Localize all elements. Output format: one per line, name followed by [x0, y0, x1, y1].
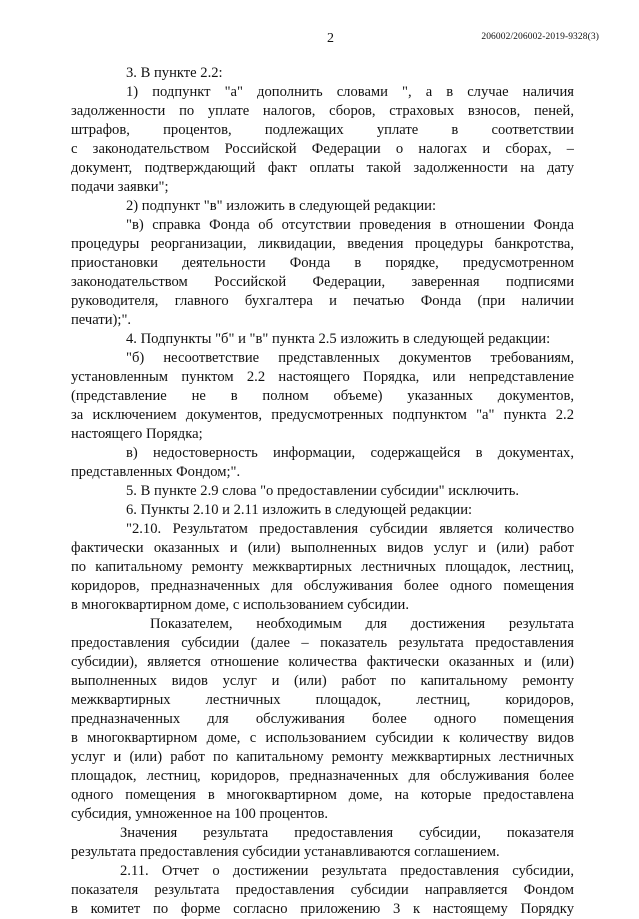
- text-line: приостановки деятельности Фонда в порядке, предусмотренном: [71, 255, 574, 271]
- text-line: выполненных видов услуг и (или) работ по капитальному ремонту: [71, 673, 574, 689]
- text-line: фактически оказанных и (или) выполненных видов услуг и (или) работ: [71, 540, 574, 556]
- text-line: (представление не в полном объеме) указанных документов,: [71, 388, 574, 404]
- text-line: установленным пунктом 2.2 настоящего Порядка, или непредставление: [71, 369, 574, 385]
- text-line: 5. В пункте 2.9 слова "о предоставлении субсидии" исключить.: [126, 483, 520, 499]
- text-line: "б) несоответствие представленных документов требованиям,: [126, 350, 574, 366]
- text-line: Показателем, необходимым для достижения результата: [150, 616, 574, 632]
- text-line: результата предоставления субсидии устанавливаются соглашением.: [71, 844, 500, 860]
- text-line: задолженности по уплате налогов, сборов, страховых взносов, пеней,: [71, 103, 574, 119]
- text-line: в многоквартирном доме, с использованием субсидии.: [71, 597, 410, 613]
- text-line: процедуры реорганизации, ликвидации, введения процедуры банкротства,: [71, 236, 574, 252]
- text-line: 6. Пункты 2.10 и 2.11 изложить в следующей редакции:: [126, 502, 473, 518]
- text-line: представленных Фондом;".: [71, 464, 241, 480]
- text-line: субсидии), является отношение количества фактически оказанных и (или): [71, 654, 574, 670]
- text-line: штрафов, процентов, подлежащих уплате в соответствии: [71, 122, 574, 138]
- text-line: по капитальному ремонту межквартирных лестничных площадок, лестниц,: [71, 559, 574, 575]
- document-body: [71, 64, 574, 919]
- text-line: показателя результата предоставления субсидии направляется Фондом: [71, 882, 574, 898]
- text-line: площадок, лестниц, коридоров, предназначенных для обслуживания более: [71, 768, 574, 784]
- text-line: услуг и (или) работ по капитальному ремонту межквартирных лестничных: [71, 749, 574, 765]
- text-line: документ, подтверждающий факт оплаты такой задолженности на дату: [71, 160, 574, 176]
- text-line: за исключением документов, предусмотренных подпунктом "а" пункта 2.2: [71, 407, 574, 423]
- text-line: 2.11. Отчет о достижении результата предоставления субсидии,: [120, 863, 574, 879]
- text-line: настоящего Порядка;: [71, 426, 203, 442]
- page-number: 2: [327, 31, 334, 46]
- text-line: "2.10. Результатом предоставления субсидии является количество: [126, 521, 574, 537]
- document-code: 206002/206002-2019-9328(3): [481, 32, 599, 42]
- text-line: в комитет по форме согласно приложению 3 к настоящему Порядку: [71, 901, 574, 917]
- text-line: субсидия, умноженное на 100 процентов.: [71, 806, 329, 822]
- text-line: в) недостоверность информации, содержащейся в документах,: [126, 445, 574, 461]
- text-line: подачи заявки";: [71, 179, 169, 195]
- text-line: 1) подпункт "а" дополнить словами ", а в случае наличия: [126, 84, 574, 100]
- text-line: предоставления субсидии (далее – показатель результата предоставления: [71, 635, 574, 651]
- text-line: с законодательством Российской Федерации о налогах и сборах, –: [71, 141, 574, 157]
- text-line: "в) справка Фонда об отсутствии проведения в отношении Фонда: [126, 217, 574, 233]
- text-line: 2) подпункт "в" изложить в следующей редакции:: [126, 198, 437, 214]
- text-line: печати);".: [71, 312, 132, 328]
- text-line: законодательством Российской Федерации, заверенная подписями: [71, 274, 574, 290]
- text-line: в многоквартирном доме, с использованием субсидии к количеству видов: [71, 730, 574, 746]
- text-line: предназначенных для обслуживания более одного помещения: [71, 711, 574, 727]
- text-line: межквартирных лестничных площадок, лестниц, коридоров,: [71, 692, 574, 708]
- text-line: коридоров, предназначенных для обслуживания более одного помещения: [71, 578, 574, 594]
- text-line: 4. Подпункты "б" и "в" пункта 2.5 изложить в следующей редакции:: [126, 331, 551, 347]
- text-line: 3. В пункте 2.2:: [126, 65, 223, 81]
- text-line: руководителя, главного бухгалтера и печатью Фонда (при наличии: [71, 293, 574, 309]
- text-line: одного помещения в многоквартирном доме, на которые предоставлена: [71, 787, 574, 803]
- text-line: Значения результата предоставления субсидии, показателя: [120, 825, 574, 841]
